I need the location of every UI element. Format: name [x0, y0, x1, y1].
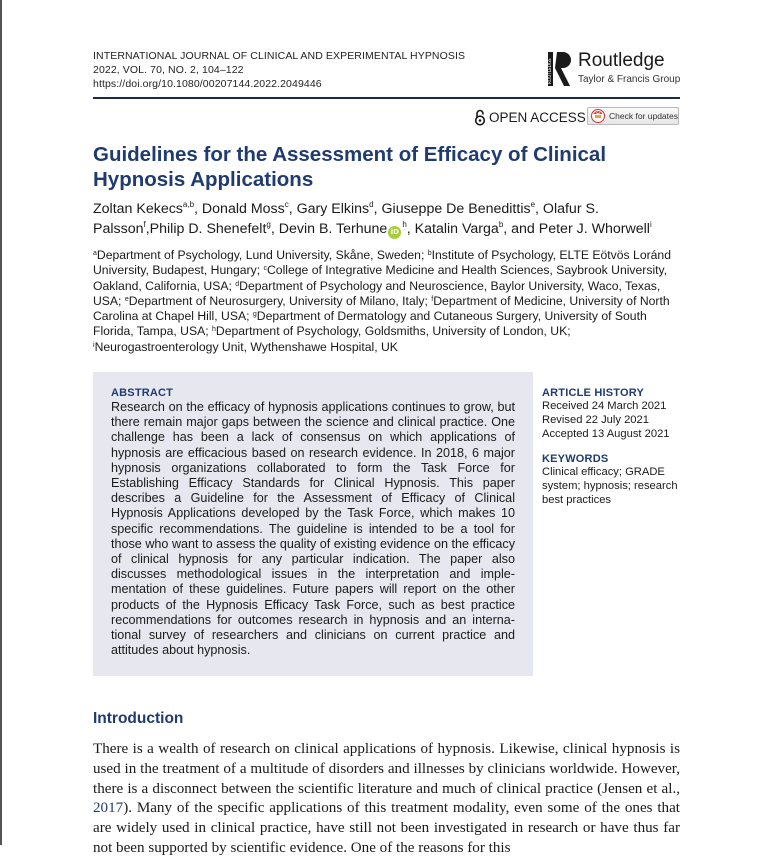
author-name: Gary Elkins [296, 201, 370, 217]
affiliation-text: Institute of Psychology, ELTE Eötvös Loránd University, Budapest, Hungary; [93, 248, 671, 278]
author-separator: , [270, 221, 279, 237]
affiliation-list [93, 248, 685, 355]
abstract-text: Research on the efficacy of hypnosis applications continues to grow, but there remain major gaps between the science and clinical practice. One challenge has been a lack of consensus on which applications of hypnosis are efficacious based on research evidence. In 2018, 6 major hypnosis organizations collaborated to form the Task Force for Establishing Efficacy Standards for Clinical Hypnosis. This paper describes a Guideline for the Assessment of Efficacy of Clinical Hypnosis Applications developed by the Task Force, which makes 10 specific recommendations. The guideline is intended to be a tool for those who want to assess the quality of existing evidence on the efficacy of clinical hypnosis for any particular indication. The paper also discusses methodological issues in the interpretation and implementation of these guidelines. Future papers will report on the other products of the Hypnosis Efficacy Task Force, such as best practice recommendations for outcomes research in hypnosis and an international survey of researchers and clinicians on current practice and attitudes about hypnosis. [111, 400, 515, 658]
journal-name: INTERNATIONAL JOURNAL OF CLINICAL AND EXPERIMENTAL HYPNOSIS [93, 50, 466, 62]
article-title: Guidelines for the Assessment of Efficacy of Clinical Hypnosis Applications [93, 143, 607, 191]
routledge-mark-text: ROUTLEDGE [547, 58, 553, 84]
author-list [93, 199, 693, 239]
author-affiliation-marker: d [369, 200, 374, 209]
affiliation-text: Department of Neurosurgery, University of Milano, Italy; [128, 293, 432, 308]
intro-text-part-2: ). Many of the specific applications of this treatment modality, even some of the ones that are widely used in clinical practice, have still not been investigated in research or have thus far not been supported by scientific evidence. One of the reasons for this [93, 800, 680, 856]
publisher-group: Taylor & Francis Group [578, 74, 681, 85]
abstract-heading: ABSTRACT [111, 387, 174, 399]
open-lock-icon [474, 109, 486, 126]
author-name: Donald Moss [201, 201, 285, 217]
author-separator: , [535, 201, 543, 217]
keywords-text: Clinical efficacy; GRADE system; hypnosis; research best practices [542, 466, 678, 506]
revised-date: Revised 22 July 2021 [542, 413, 649, 426]
author-name: Philip D. Shenefelt [149, 221, 267, 237]
affiliation-marker: c [263, 265, 267, 273]
affiliation-marker: h [212, 326, 216, 334]
affiliation-text: Neurogastroenterology Unit, Wythenshawe Hospital, UK [94, 339, 398, 354]
author-separator: , [194, 201, 202, 217]
author-name: Zoltan Kekecs [93, 201, 183, 217]
article-history-heading: ARTICLE HISTORY [542, 387, 645, 399]
author-affiliation-marker: i [649, 220, 652, 229]
affiliation-marker: e [124, 295, 129, 303]
publisher-logo [548, 50, 688, 90]
orcid-icon[interactable]: iD [388, 226, 401, 239]
open-access-label: OPEN ACCESS [489, 110, 586, 125]
author-separator: , [406, 221, 415, 237]
author-separator: , [145, 221, 150, 237]
intro-text-part-1: There is a wealth of research on clinical applications of hypnosis. Likewise, clinical hypnosis is used in the treatment of a multitude of disorders and illnesses by clinicians worldwide. However, there is a disconnect between the scientific literature and much of clinical practice (Jensen et al., [93, 741, 680, 797]
affiliation-text: Department of Psychology and Neuroscience, Baylor University, Waco, Texas, USA; [93, 278, 661, 308]
keywords-heading: KEYWORDS [542, 453, 609, 466]
author-affiliation-marker: e [530, 200, 536, 209]
journal-doi-link[interactable]: https://doi.org/10.1080/00207144.2022.2049446 [93, 78, 322, 90]
page-left-edge [0, 0, 2, 845]
publisher-name: Routledge [578, 50, 665, 71]
check-for-updates-button[interactable] [587, 107, 679, 125]
author-name: Giuseppe De Benedittis [381, 201, 531, 217]
accepted-date: Accepted 13 August 2021 [542, 427, 670, 440]
check-for-updates-label: Check for updates [609, 111, 678, 121]
author-separator: , and [503, 221, 539, 237]
open-access-badge [474, 109, 586, 126]
author-separator: , [373, 201, 382, 217]
affiliation-marker: i [93, 341, 95, 349]
author-name: Devin B. Terhune [278, 221, 388, 237]
author-name: Katalin Varga [414, 221, 499, 237]
introduction-paragraph [93, 740, 680, 859]
affiliation-text: Department of Psychology, Lund University, Skåne, Sweden; [96, 248, 428, 262]
author-affiliation-marker: g [266, 220, 271, 229]
affiliation-text: Department of Dermatology and Cutaneous Surgery, University of South Florida, Tampa, USA; [93, 309, 647, 339]
affiliation-text: Department of Psychology, Goldsmiths, University of London, UK; [215, 324, 571, 339]
introduction-heading: Introduction [93, 710, 184, 727]
affiliation-text: College of Integrative Medicine and Health Sciences, Saybrook University, Oakland, California, USA; [93, 263, 668, 293]
affiliation-marker: g [252, 311, 257, 319]
journal-header [93, 49, 465, 91]
author-name: Peter J. Whorwell [538, 221, 650, 237]
crossmark-icon [591, 109, 605, 123]
affiliation-marker: d [235, 280, 240, 288]
author-separator: , [288, 201, 297, 217]
author-affiliation-marker: h [402, 220, 407, 229]
header-divider [93, 97, 680, 99]
affiliation-marker: b [427, 250, 432, 257]
received-date: Received 24 March 2021 [542, 400, 667, 412]
author-affiliation-marker: c [284, 200, 289, 209]
affiliation-marker: a [93, 250, 97, 257]
citation-link-jensen-2017[interactable]: 2017 [93, 800, 124, 817]
author-affiliation-marker: f [143, 220, 146, 229]
journal-citation: 2022, VOL. 70, NO. 2, 104–122 [93, 64, 244, 76]
author-affiliation-marker: b [498, 220, 504, 229]
affiliation-marker: f [431, 295, 434, 303]
affiliation-text: Department of Medicine, University of North Carolina at Chapel Hill, USA; [93, 293, 670, 324]
routledge-mark-icon [548, 50, 572, 88]
author-affiliation-marker: a,b [182, 200, 195, 209]
article-sidebar [542, 386, 682, 508]
abstract-box [93, 372, 533, 676]
author-name: Olafur S. Palsson [93, 201, 599, 237]
